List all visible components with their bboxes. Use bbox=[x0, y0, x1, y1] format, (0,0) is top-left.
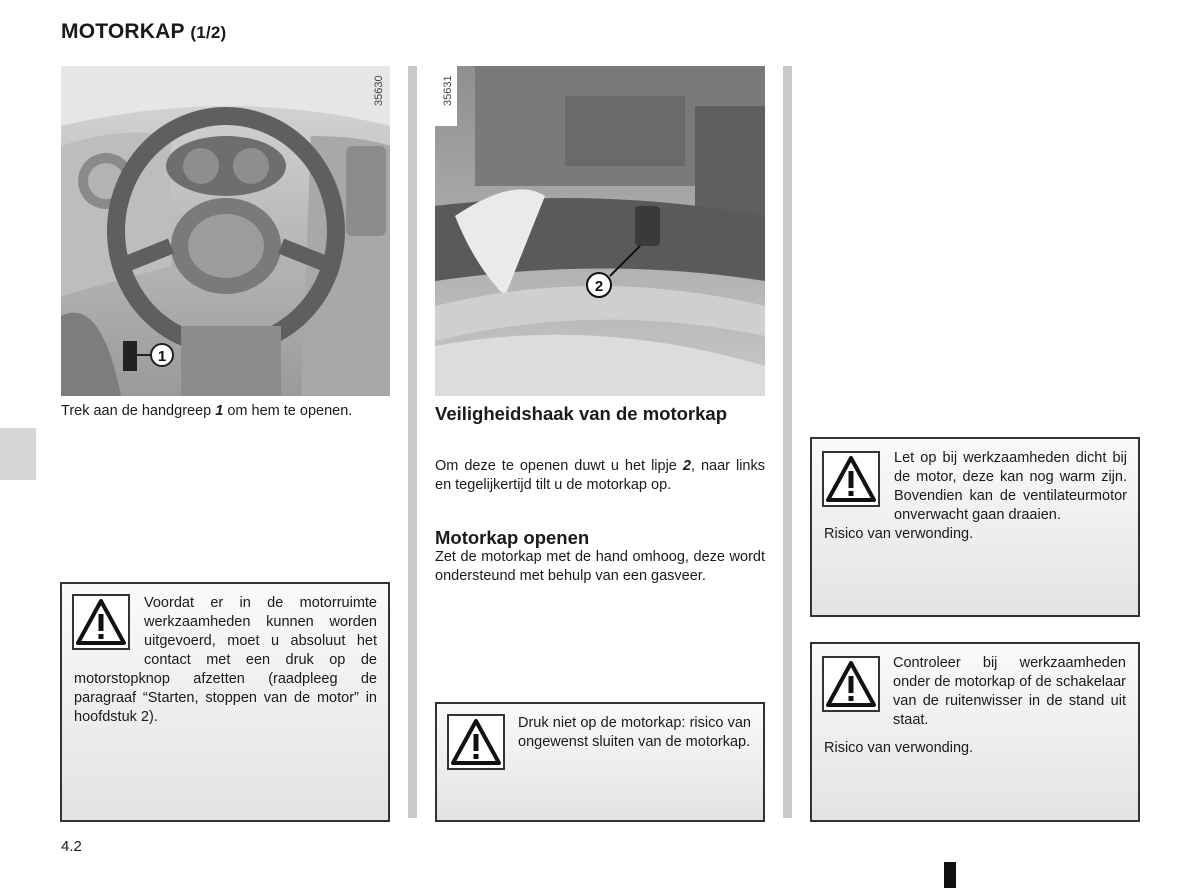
page-title-main: MOTORKAP bbox=[61, 20, 185, 43]
image-number-left: 35630 bbox=[373, 75, 385, 106]
warning-text-wiper-switch: Controleer bij werkzaamheden onder de motorkap of de schakelaar van de ruitenwisser in de stand uit staat. bbox=[893, 655, 1126, 728]
chapter-tab bbox=[0, 428, 36, 480]
photo-caption bbox=[61, 402, 396, 421]
page-title-suffix: (1/2) bbox=[190, 23, 227, 42]
engine-bay-photo bbox=[435, 66, 765, 396]
callout-2-text: 2 bbox=[594, 278, 604, 295]
warning-text-engine-stop bbox=[74, 594, 377, 727]
warning-text-engine-stop-content: Voordat er in de motorruimte werkzaamheden kunnen worden uitgevoerd, moet u absoluut het contact met een druk op de motorstopknop afzetten (raadpleeg de paragraaf “Starten, stoppen van de motor” in hoofdstuk 2). bbox=[74, 595, 377, 725]
section-heading-open-hood: Motorkap openen bbox=[435, 527, 590, 548]
warning-box-engine-stop bbox=[60, 582, 390, 822]
callout-1-text: 1 bbox=[157, 348, 167, 365]
warning-box-hot-engine bbox=[810, 437, 1140, 617]
section-heading-safety-hook: Veiligheidshaak van de motorkap bbox=[435, 403, 727, 424]
warning-triangle-icon bbox=[447, 714, 505, 770]
caption-text-pre: Trek aan de handgreep bbox=[61, 403, 216, 419]
warning-risk-hot-engine: Risico van verwonding. bbox=[824, 526, 974, 542]
section-text-safety-hook bbox=[435, 457, 765, 495]
warning-text-hot-engine bbox=[824, 449, 1127, 544]
warning-box-wiper-switch bbox=[810, 642, 1140, 822]
page-number: 4.2 bbox=[61, 838, 82, 855]
column-separator-left bbox=[408, 66, 417, 818]
section-text-open-hood: Zet de motorkap met de hand omhoog, deze wordt ondersteund met behulp van een gasveer. bbox=[435, 549, 765, 584]
page-edge-marker bbox=[944, 862, 956, 888]
dashboard-photo bbox=[61, 66, 390, 396]
warning-text-hot-engine-content: Let op bij werkzaamheden dicht bij de motor, deze kan nog warm zijn. Bovendien kan de ventilateurmotor onverwacht gaan draaien. bbox=[894, 450, 1127, 523]
warning-risk-wiper-switch: Risico van verwonding. bbox=[824, 740, 974, 756]
caption-text-post: om hem te openen. bbox=[223, 403, 353, 419]
safety-hook-ref-number: 2 bbox=[682, 458, 691, 474]
warning-triangle-icon bbox=[822, 656, 880, 712]
image-number-middle: 35631 bbox=[442, 75, 454, 106]
warning-text-hood-press: Druk niet op de motorkap: risico van ongewenst sluiten van de motorkap. bbox=[518, 715, 751, 750]
caption-ref-number: 1 bbox=[215, 403, 224, 419]
column-separator-right bbox=[783, 66, 792, 818]
safety-hook-text-pre: Om deze te openen duwt u het lipje bbox=[435, 458, 683, 474]
warning-box-hood-press bbox=[435, 702, 765, 822]
safety-hook-text-post: , naar links en tegelijkertijd tilt u de motorkap op. bbox=[435, 458, 765, 493]
page-title bbox=[61, 20, 226, 44]
